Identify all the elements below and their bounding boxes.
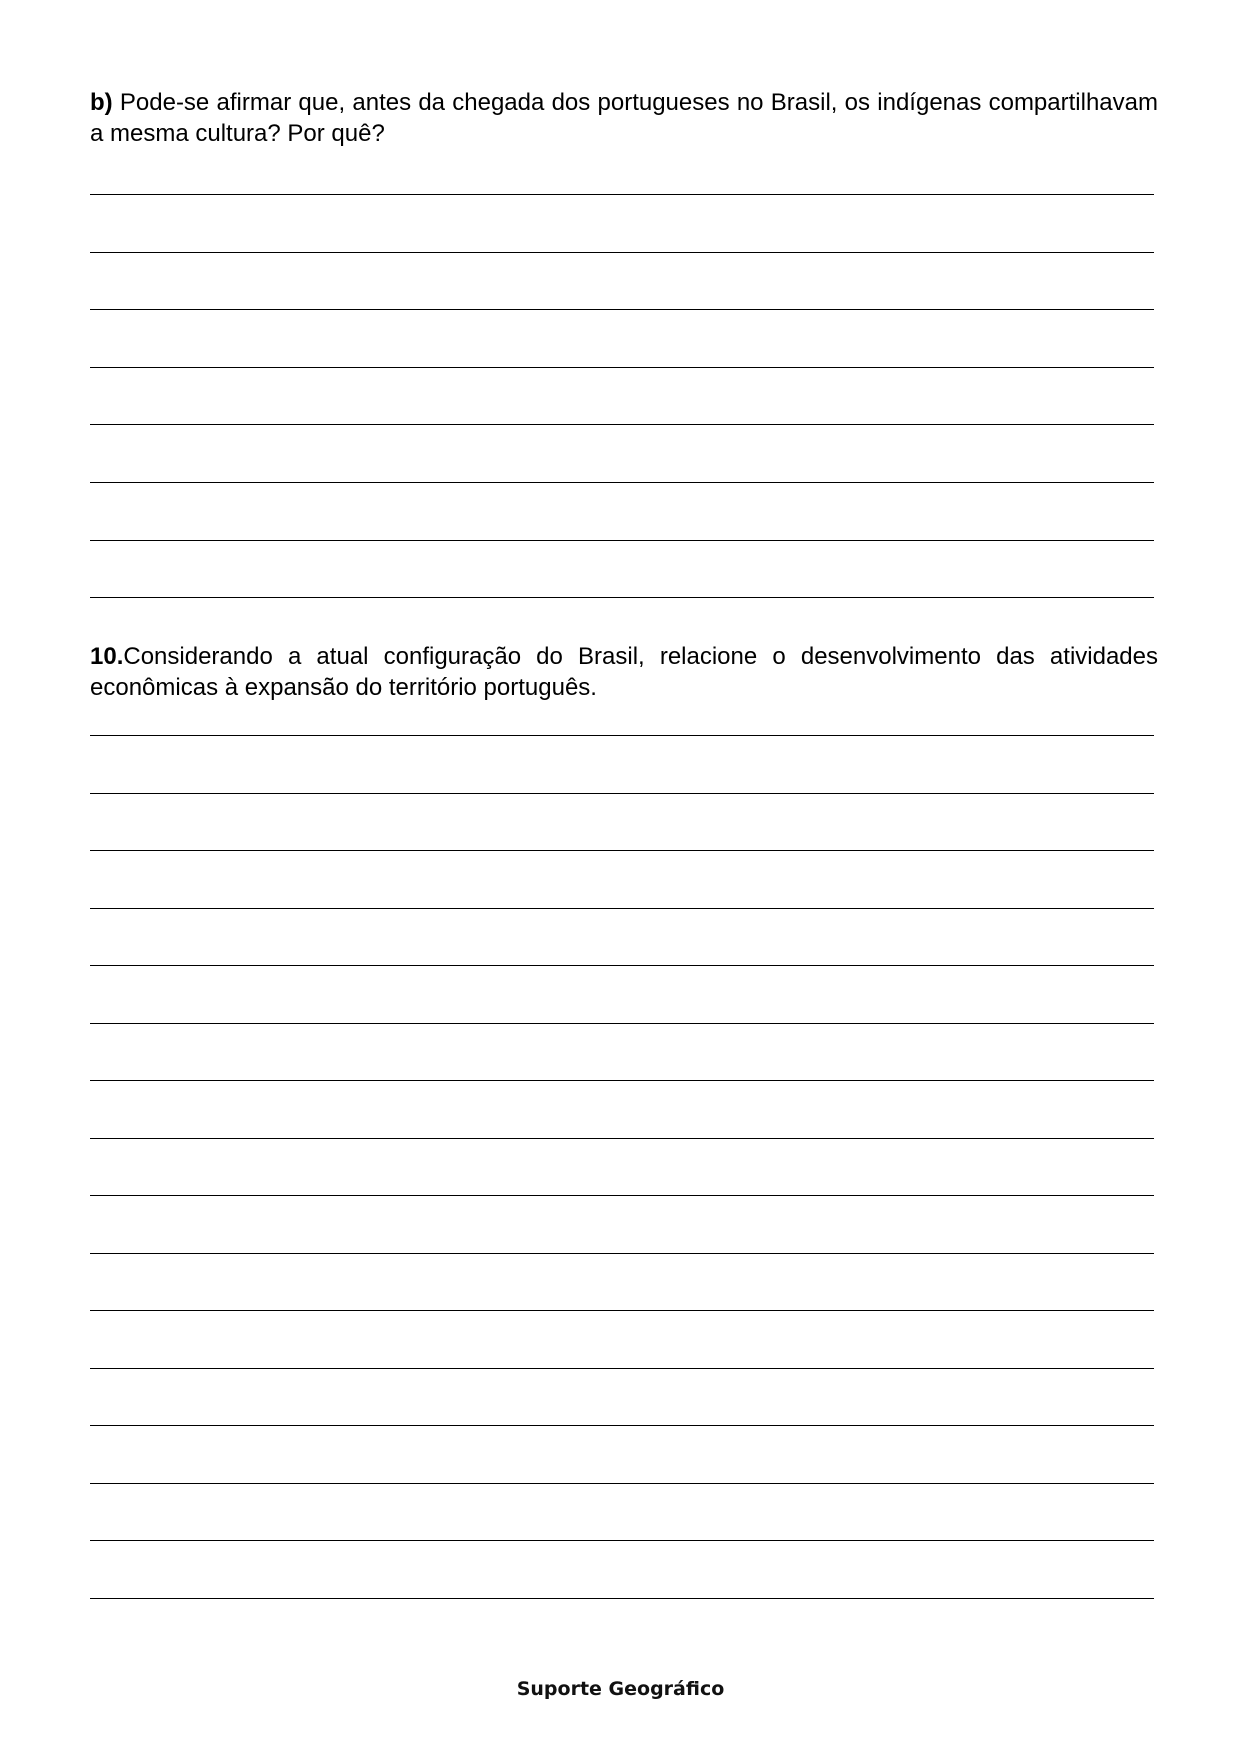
- answer-line[interactable]: [90, 850, 1154, 851]
- answer-line[interactable]: [90, 965, 1154, 966]
- answer-line[interactable]: [90, 1138, 1154, 1139]
- answer-line[interactable]: [90, 424, 1154, 425]
- question-10: [90, 641, 1158, 703]
- answer-line[interactable]: [90, 1195, 1154, 1196]
- question-b-text: Pode-se afirmar que, antes da chegada dos portugueses no Brasil, os indígenas compartilhavam a mesma cultura? Por quê?: [90, 89, 1158, 147]
- question-b: [90, 87, 1158, 149]
- question-b-number: b): [90, 89, 113, 116]
- answer-line[interactable]: [90, 194, 1154, 195]
- answer-line[interactable]: [90, 367, 1154, 368]
- question-10-text: Considerando a atual configuração do Brasil, relacione o desenvolvimento das atividades econômicas à expansão do território português.: [90, 643, 1158, 701]
- answer-line[interactable]: [90, 1368, 1154, 1369]
- answer-line[interactable]: [90, 1425, 1154, 1426]
- answer-line[interactable]: [90, 1310, 1154, 1311]
- answer-line[interactable]: [90, 309, 1154, 310]
- answer-line[interactable]: [90, 908, 1154, 909]
- answer-line[interactable]: [90, 482, 1154, 483]
- question-10-number: 10.: [90, 643, 124, 670]
- answer-line[interactable]: [90, 1023, 1154, 1024]
- answer-line[interactable]: [90, 597, 1154, 598]
- answer-line[interactable]: [90, 735, 1154, 736]
- answer-line[interactable]: [90, 793, 1154, 794]
- answer-line[interactable]: [90, 1483, 1154, 1484]
- answer-line[interactable]: [90, 1598, 1154, 1599]
- answer-line[interactable]: [90, 252, 1154, 253]
- answer-line[interactable]: [90, 1540, 1154, 1541]
- answer-line[interactable]: [90, 1253, 1154, 1254]
- answer-line[interactable]: [90, 540, 1154, 541]
- footer-text: Suporte Geográfico: [516, 1678, 725, 1700]
- answer-line[interactable]: [90, 1080, 1154, 1081]
